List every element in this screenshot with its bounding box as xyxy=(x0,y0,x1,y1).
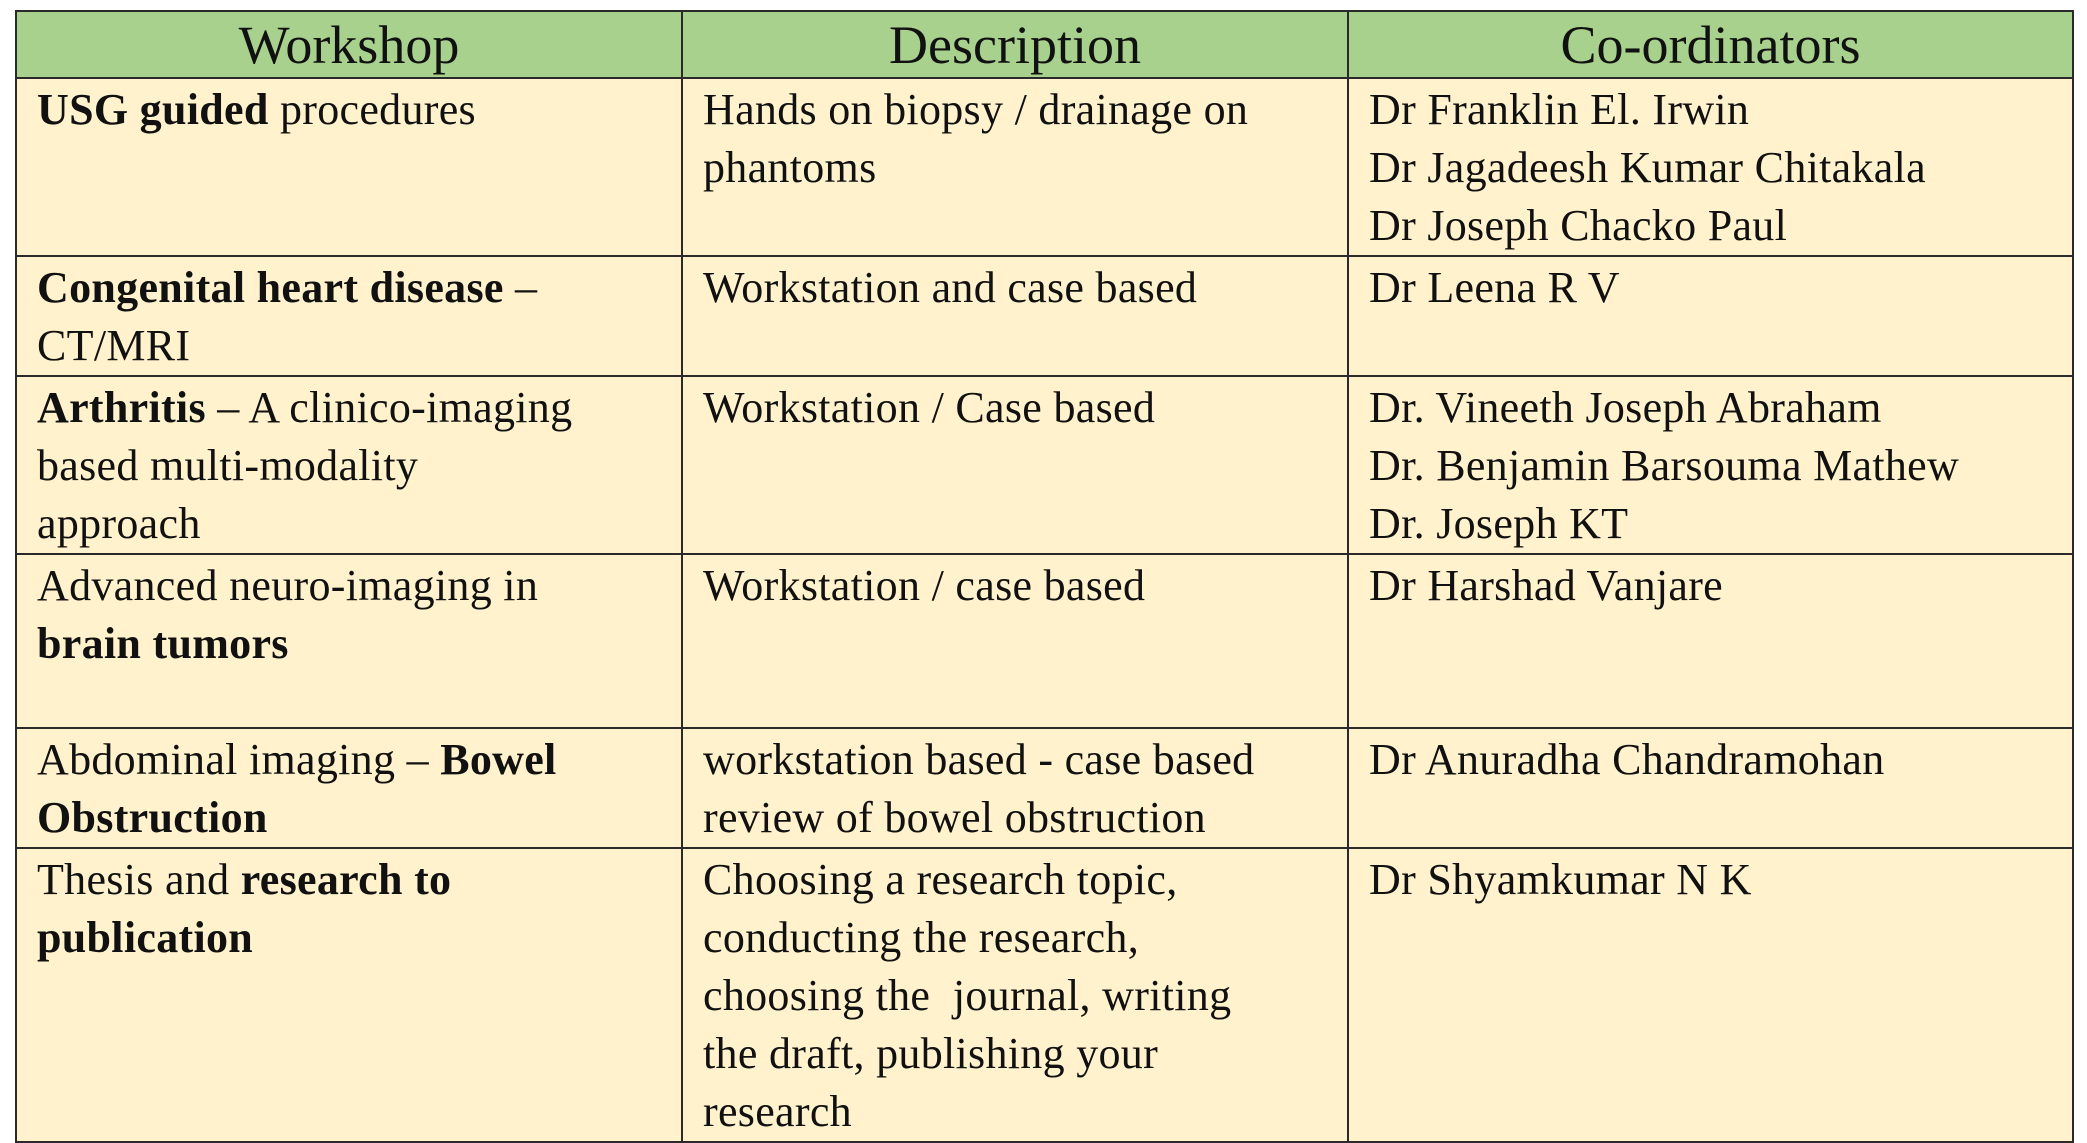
workshop-title-line2 xyxy=(37,615,661,673)
workshop-title-line2: CT/MRI xyxy=(37,321,191,370)
description-line: review of bowel obstruction xyxy=(703,793,1206,842)
workshop-title-plain: Abdominal imaging – xyxy=(37,735,441,784)
description-cell xyxy=(682,554,1348,728)
workshop-table xyxy=(15,10,2074,1143)
description-line: phantoms xyxy=(703,143,877,192)
workshop-title-bold: Congenital heart disease xyxy=(37,263,504,312)
workshop-title-line3: approach xyxy=(37,499,201,548)
coordinator-name: Dr. Vineeth Joseph Abraham xyxy=(1369,383,1882,432)
description-cell xyxy=(682,256,1348,376)
table-row xyxy=(16,848,2073,1142)
header-coordinators: Co-ordinators xyxy=(1348,11,2073,78)
coordinators-cell xyxy=(1348,376,2073,554)
coordinator-name: Dr Harshad Vanjare xyxy=(1369,561,1724,610)
workshop-title-rest: procedures xyxy=(268,85,476,134)
description-cell xyxy=(682,78,1348,256)
coordinators-cell xyxy=(1348,256,2073,376)
table-row xyxy=(16,256,2073,376)
workshop-title-bold: Obstruction xyxy=(37,793,268,842)
coordinators-cell xyxy=(1348,78,2073,256)
description-line: conducting the research, xyxy=(703,913,1140,962)
description-line: Choosing a research topic, xyxy=(703,855,1178,904)
coordinators-cell xyxy=(1348,728,2073,848)
workshop-cell xyxy=(16,256,682,376)
table-row xyxy=(16,728,2073,848)
header-description: Description xyxy=(682,11,1348,78)
workshop-cell xyxy=(16,376,682,554)
description-line: research xyxy=(703,1087,852,1136)
workshop-title-line2 xyxy=(37,789,661,847)
workshop-title-bold: Bowel xyxy=(440,735,557,784)
description-cell xyxy=(682,848,1348,1142)
description-line: Hands on biopsy / drainage on xyxy=(703,85,1249,134)
workshop-title xyxy=(37,731,661,789)
coordinators-cell xyxy=(1348,848,2073,1142)
workshop-cell xyxy=(16,78,682,256)
workshop-title-bold: research to xyxy=(240,855,452,904)
workshop-title-bold: Arthritis xyxy=(37,383,206,432)
coordinator-name: Dr Jagadeesh Kumar Chitakala xyxy=(1369,143,1926,192)
description-cell xyxy=(682,728,1348,848)
coordinator-name: Dr Shyamkumar N K xyxy=(1369,855,1752,904)
description-line: Workstation and case based xyxy=(703,263,1198,312)
description-line: workstation based - case based xyxy=(703,735,1255,784)
workshop-title-rest: – xyxy=(503,263,538,312)
description-line: the draft, publishing your xyxy=(703,1029,1159,1078)
workshop-title xyxy=(37,259,661,317)
coordinators-cell xyxy=(1348,554,2073,728)
coordinator-name: Dr Joseph Chacko Paul xyxy=(1369,201,1788,250)
workshop-title xyxy=(37,379,661,437)
workshop-title-bold: brain tumors xyxy=(37,619,289,668)
description-line: choosing the journal, writing xyxy=(703,971,1232,1020)
table-row xyxy=(16,78,2073,256)
header-workshop: Workshop xyxy=(16,11,682,78)
coordinator-name: Dr Franklin El. Irwin xyxy=(1369,85,1750,134)
workshop-title-bold: publication xyxy=(37,913,254,962)
coordinator-name: Dr Leena R V xyxy=(1369,263,1620,312)
description-cell xyxy=(682,376,1348,554)
description-line: Workstation / case based xyxy=(703,561,1146,610)
description-line: Workstation / Case based xyxy=(703,383,1156,432)
workshop-cell xyxy=(16,728,682,848)
coordinator-name: Dr. Benjamin Barsouma Mathew xyxy=(1369,441,1960,490)
workshop-title xyxy=(37,81,661,139)
coordinator-name: Dr. Joseph KT xyxy=(1369,499,1629,548)
workshop-title-plain: Thesis and xyxy=(37,855,241,904)
workshop-title-rest: – A clinico-imaging xyxy=(205,383,573,432)
workshop-title xyxy=(37,851,661,909)
table-row xyxy=(16,376,2073,554)
workshop-title-bold: USG guided xyxy=(37,85,269,134)
header-row xyxy=(16,11,2073,78)
table-row xyxy=(16,554,2073,728)
workshop-cell xyxy=(16,554,682,728)
workshop-title: Advanced neuro-imaging in xyxy=(37,561,539,610)
coordinator-name: Dr Anuradha Chandramohan xyxy=(1369,735,1885,784)
workshop-title-line2: based multi-modality xyxy=(37,441,419,490)
workshop-cell xyxy=(16,848,682,1142)
workshop-title-line2 xyxy=(37,909,661,967)
